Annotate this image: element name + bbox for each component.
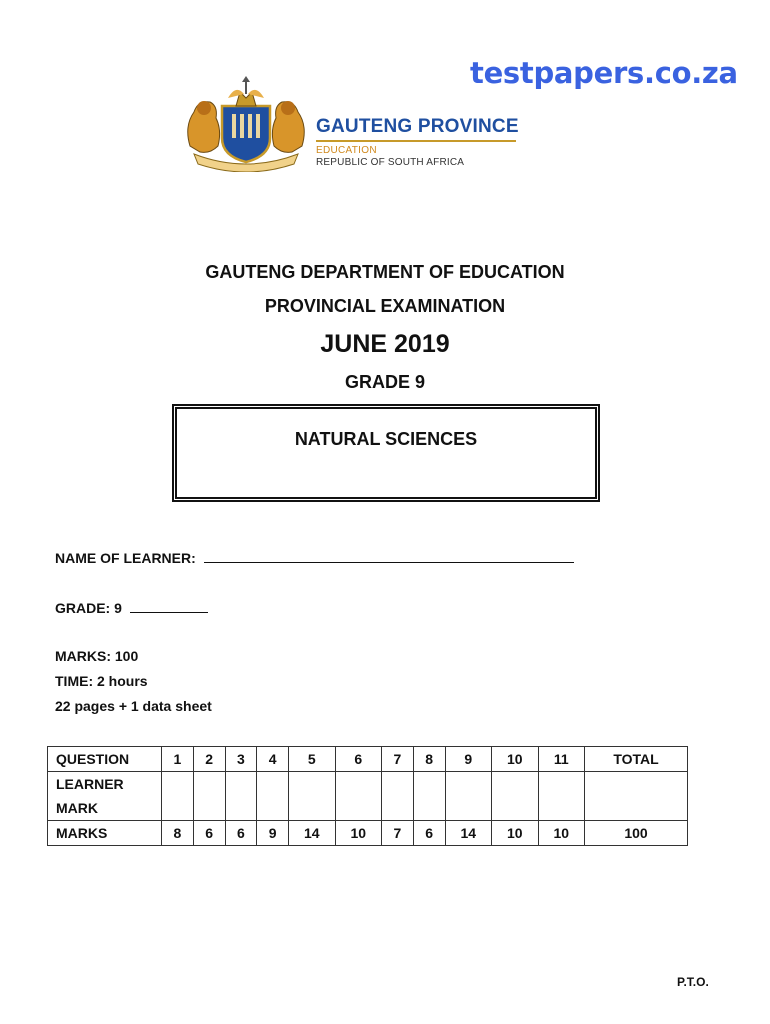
question-number: 1 [162,747,194,772]
grade-line[interactable] [130,600,208,613]
province-name: GAUTENG PROVINCE [316,116,519,137]
coat-of-arms-icon [180,76,312,172]
question-number: 5 [289,747,335,772]
question-marks: 14 [445,821,491,846]
logo-country: REPUBLIC OF SOUTH AFRICA [316,157,465,168]
learner-mark-cell[interactable] [289,772,335,821]
logo-rule [316,140,516,142]
grade-field [55,600,208,616]
question-number: 7 [382,747,414,772]
please-turn-over: P.T.O. [677,975,709,989]
page-count: 22 pages + 1 data sheet [55,698,212,714]
marks-row [48,821,688,846]
question-marks: 9 [257,821,289,846]
question-number: 6 [335,747,381,772]
question-marks: 6 [413,821,445,846]
learner-mark-cell[interactable] [538,772,584,821]
logo-department: EDUCATION [316,145,377,156]
question-row [48,747,688,772]
question-marks: 8 [162,821,194,846]
question-number: 3 [225,747,257,772]
question-marks: 6 [193,821,225,846]
grade-heading: GRADE 9 [344,372,425,392]
marks-total: MARKS: 100 [55,648,139,664]
total-label: TOTAL [585,747,688,772]
question-marks: 6 [225,821,257,846]
learner-mark-label-line1: LEARNER [56,776,124,792]
learner-mark-cell[interactable] [257,772,289,821]
question-marks: 10 [335,821,381,846]
province-logo-text [316,116,519,169]
learner-mark-cell[interactable] [413,772,445,821]
department-heading: GAUTENG DEPARTMENT OF EDUCATION [205,262,565,282]
learner-mark-row [48,772,688,821]
question-number: 2 [193,747,225,772]
question-marks: 7 [382,821,414,846]
learner-name-label: NAME OF LEARNER: [55,550,196,566]
question-number: 9 [445,747,491,772]
exam-heading: PROVINCIAL EXAMINATION [264,296,506,316]
learner-mark-label-line2: MARK [56,800,98,816]
time-allowed: TIME: 2 hours [55,673,148,689]
question-number: 8 [413,747,445,772]
marks-table [47,746,688,846]
subject-title: NATURAL SCIENCES [294,429,478,449]
learner-mark-cell[interactable] [162,772,194,821]
grade-label: GRADE: 9 [55,600,122,616]
question-label: QUESTION [48,747,162,772]
subject-box [172,404,600,502]
marks-label: MARKS [48,821,162,846]
learner-mark-cell[interactable] [492,772,538,821]
question-number: 11 [538,747,584,772]
question-marks: 10 [492,821,538,846]
learner-mark-cell[interactable] [335,772,381,821]
question-marks: 14 [289,821,335,846]
question-number: 4 [257,747,289,772]
learner-name-field [55,550,574,566]
total-marks: 100 [585,821,688,846]
exam-date-heading: JUNE 2019 [320,330,450,358]
learner-total-cell[interactable] [585,772,688,821]
question-number: 10 [492,747,538,772]
learner-mark-cell[interactable] [193,772,225,821]
learner-mark-cell[interactable] [225,772,257,821]
question-marks: 10 [538,821,584,846]
learner-mark-cell[interactable] [445,772,491,821]
learner-name-line[interactable] [204,550,574,563]
learner-mark-cell[interactable] [382,772,414,821]
learner-mark-label [48,772,162,821]
watermark: testpapers.co.za [470,56,738,90]
